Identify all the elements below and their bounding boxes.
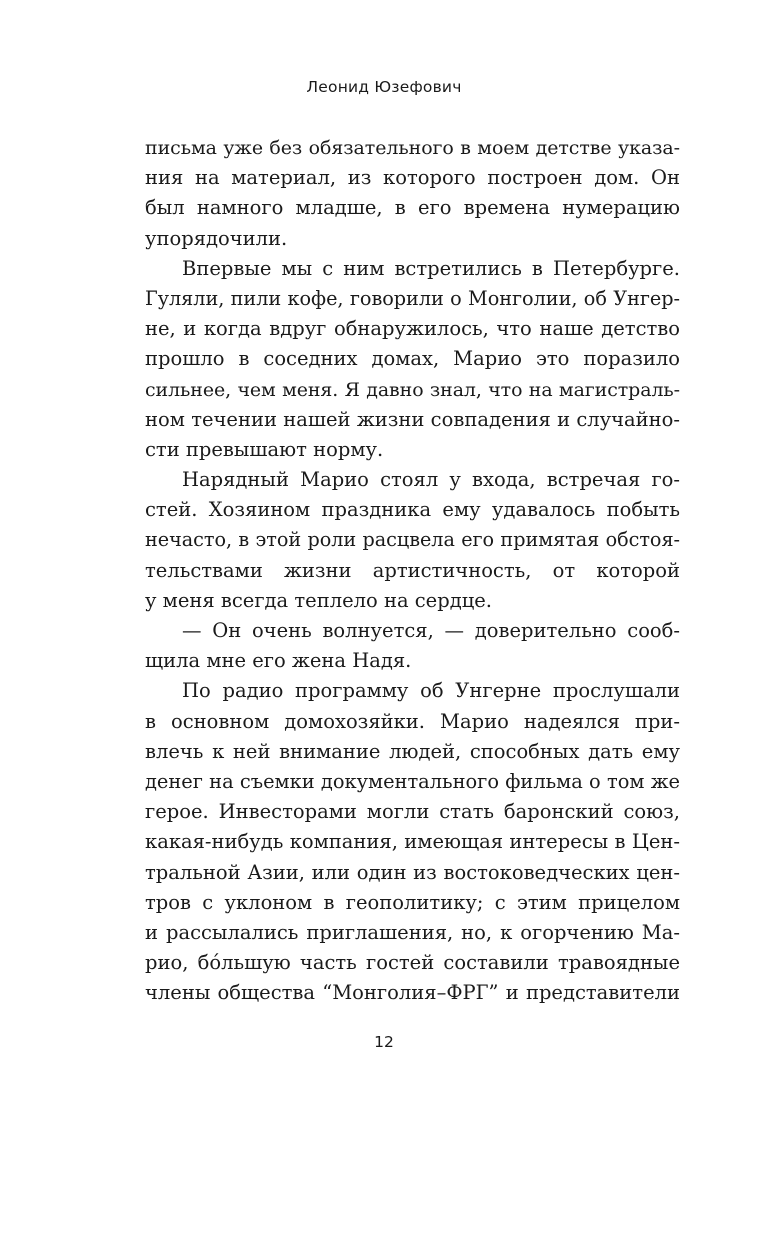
text-line: сти превышают норму. [145,437,384,461]
text-line: ном течении нашей жизни совпадения и случайно- [145,407,680,431]
text-line: в основном домохозяйки. Марио надеялся при- [145,709,680,733]
text-line: По радио программу об Унгерне прослушали [182,679,680,703]
text-line: — Он очень волнуется, — доверительно сооб- [182,619,680,642]
text-line: письма уже без обязательного в моем детстве указа- [145,137,680,159]
page-number: 12 [374,1033,394,1051]
text-line: щила мне его жена Надя. [145,649,412,673]
text-line: прошло в соседних домах, Марио это поразило [145,347,680,371]
text-line: нечасто, в этой роли расцвела его примятая обстоя- [145,528,680,552]
text-line: тральной Азии, или один из востоковедческих цен- [145,860,680,884]
text-line: был намного младше, в его времена нумерацию [145,196,680,220]
text-line: Нарядный Марио стоял у входа, встречая го- [182,468,680,492]
text-line: у меня всегда теплело на сердце. [145,588,492,612]
body-text [145,133,680,1008]
text-line: Впервые мы с ним встретились в Петербурге. [182,256,680,280]
text-line: Гуляли, пили кофе, говорили о Монголии, об Унгер- [145,286,680,310]
text-line: герое. Инвесторами могли стать баронский союз, [145,800,680,824]
text-line: рио, бóльшую часть гостей составили травоядные [145,951,680,975]
text-line: денег на съемки документального фильма о том же [145,769,680,793]
text-line: члены общества “Монголия–ФРГ” и представители [145,981,680,1005]
text-line: ния на материал, из которого построен дом. Он [145,166,680,190]
text-line: какая-нибудь компания, имеющая интересы в Цен- [145,830,680,854]
running-head-author: Леонид Юзефович [306,78,462,96]
text-line: тров с уклоном в геополитику; с этим прицелом [145,890,680,914]
text-line: стей. Хозяином праздника ему удавалось побыть [145,498,680,522]
text-line: сильнее, чем меня. Я давно знал, что на магистраль- [145,378,680,401]
text-line: не, и когда вдруг обнаружилось, что наше детство [145,317,680,341]
text-line: влечь к ней внимание людей, способных дать ему [145,739,680,763]
text-line: и рассылались приглашения, но, к огорчению Ма- [145,920,680,944]
text-line: упорядочили. [145,226,288,250]
text-line: тельствами жизни артистичность, от которой [145,558,680,582]
